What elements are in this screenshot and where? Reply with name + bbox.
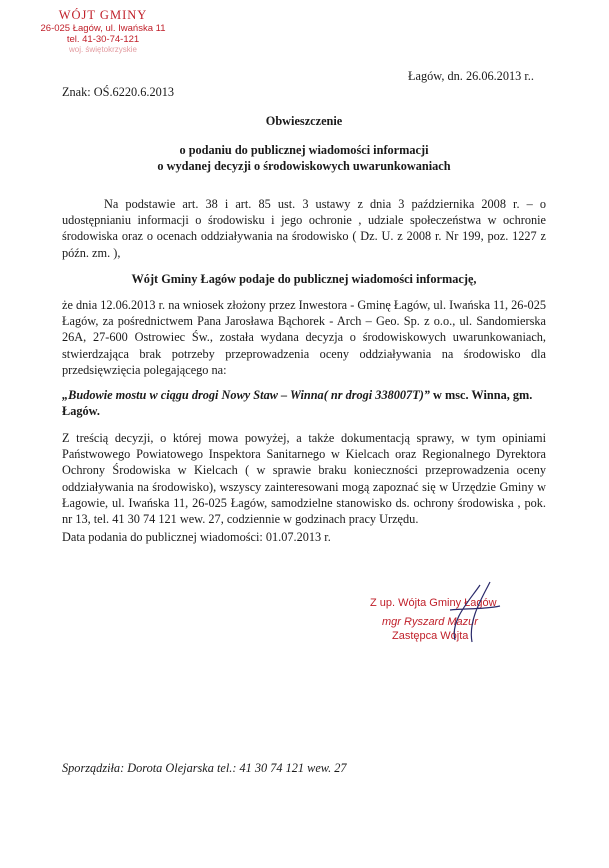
signature-name: mgr Ryszard Mazur	[382, 616, 478, 628]
project-location: w msc. Winna, gm. Łagów.	[62, 388, 533, 419]
decision-paragraph: że dnia 12.06.2013 r. na wniosek złożony przez Inwestora - Gminę Łagów, ul. Iwańska 11, 26-025 Łagów, za pośrednictwem Pana Jarosława Bąchorek - Arch – Geo. Sp. z o.o., ul. Sandomierska 26A, 27-600 Ostrowiec Św., została wydana decyzja o środowiskowych uwarunkowaniach, stwierdzająca brak potrzeby przeprowadzenia oceny oddziaływania na środowisko dla przedsięwzięcia polegającego na:	[62, 298, 546, 377]
place-date: Łagów, dn. 26.06.2013 r..	[408, 69, 534, 83]
legal-basis-paragraph: Na podstawie art. 38 i art. 85 ust. 3 ustawy z dnia 3 października 2008 r. – o udostępnianiu informacji o środowisku i jego ochronie , udziale społeczeństwa w ochronie środowiska oraz o ocenach oddziaływania na środowisko ( Dz. U. z 2008 r. Nr 199, poz. 1227 z późn. zm. ),	[62, 197, 546, 260]
signature-authority: Z up. Wójta Gminy Łagów	[370, 597, 497, 609]
stamp-address: 26-025 Łagów, ul. Iwańska 11	[40, 23, 166, 34]
project-name: „Budowie mostu w ciągu drogi Nowy Staw – Winna( nr drogi 338007T)”	[62, 388, 430, 402]
document-subtitle-1: o podaniu do publicznej wiadomości informacji	[179, 143, 429, 157]
handwritten-signature-icon	[420, 580, 510, 650]
stamp-faint-line: woj. świętokrzyskie	[68, 45, 137, 54]
reference-number: Znak: OŚ.6220.6.2013	[62, 85, 175, 99]
project-description	[62, 387, 546, 419]
signature-block	[360, 595, 530, 645]
documentation-paragraph: Z treścią decyzji, o której mowa powyżej, a także dokumentacją sprawy, w tym opiniami Państwowego Powiatowego Inspektora Sanitarnego w Kielcach oraz Regionalnego Dyrektora Ochrony Środowiska w Kielcach ( w sprawie braku konieczności przeprowadzenia oceny oddziaływania na środowisko), wszyscy zainteresowani mogą zapoznać się w Urzędzie Gminy w Łagowie, ul. Iwańska 11, 26-025 Łagów, samodzielne stanowisko ds. ochrony środowiska , pok. nr 13, tel. 41 30 74 121 wew. 27, codziennie w godzinach pracy Urzędu.	[62, 431, 546, 527]
document-title: Obwieszczenie	[265, 114, 343, 128]
document-subtitle-2: o wydanej decyzji o środowiskowych uwarunkowaniach	[157, 159, 451, 173]
prepared-by: Sporządziła: Dorota Olejarska tel.: 41 30 74 121 wew. 27	[62, 761, 347, 775]
signature-position: Zastępca Wójta	[392, 630, 469, 642]
stamp-phone: tel. 41-30-74-121	[66, 34, 140, 45]
stamp-title: WÓJT GMINY	[58, 8, 148, 22]
office-stamp	[24, 8, 182, 55]
announcement-line: Wójt Gminy Łagów podaje do publicznej wiadomości informację,	[131, 272, 477, 286]
publication-date: Data podania do publicznej wiadomości: 01.07.2013 r.	[62, 530, 331, 544]
